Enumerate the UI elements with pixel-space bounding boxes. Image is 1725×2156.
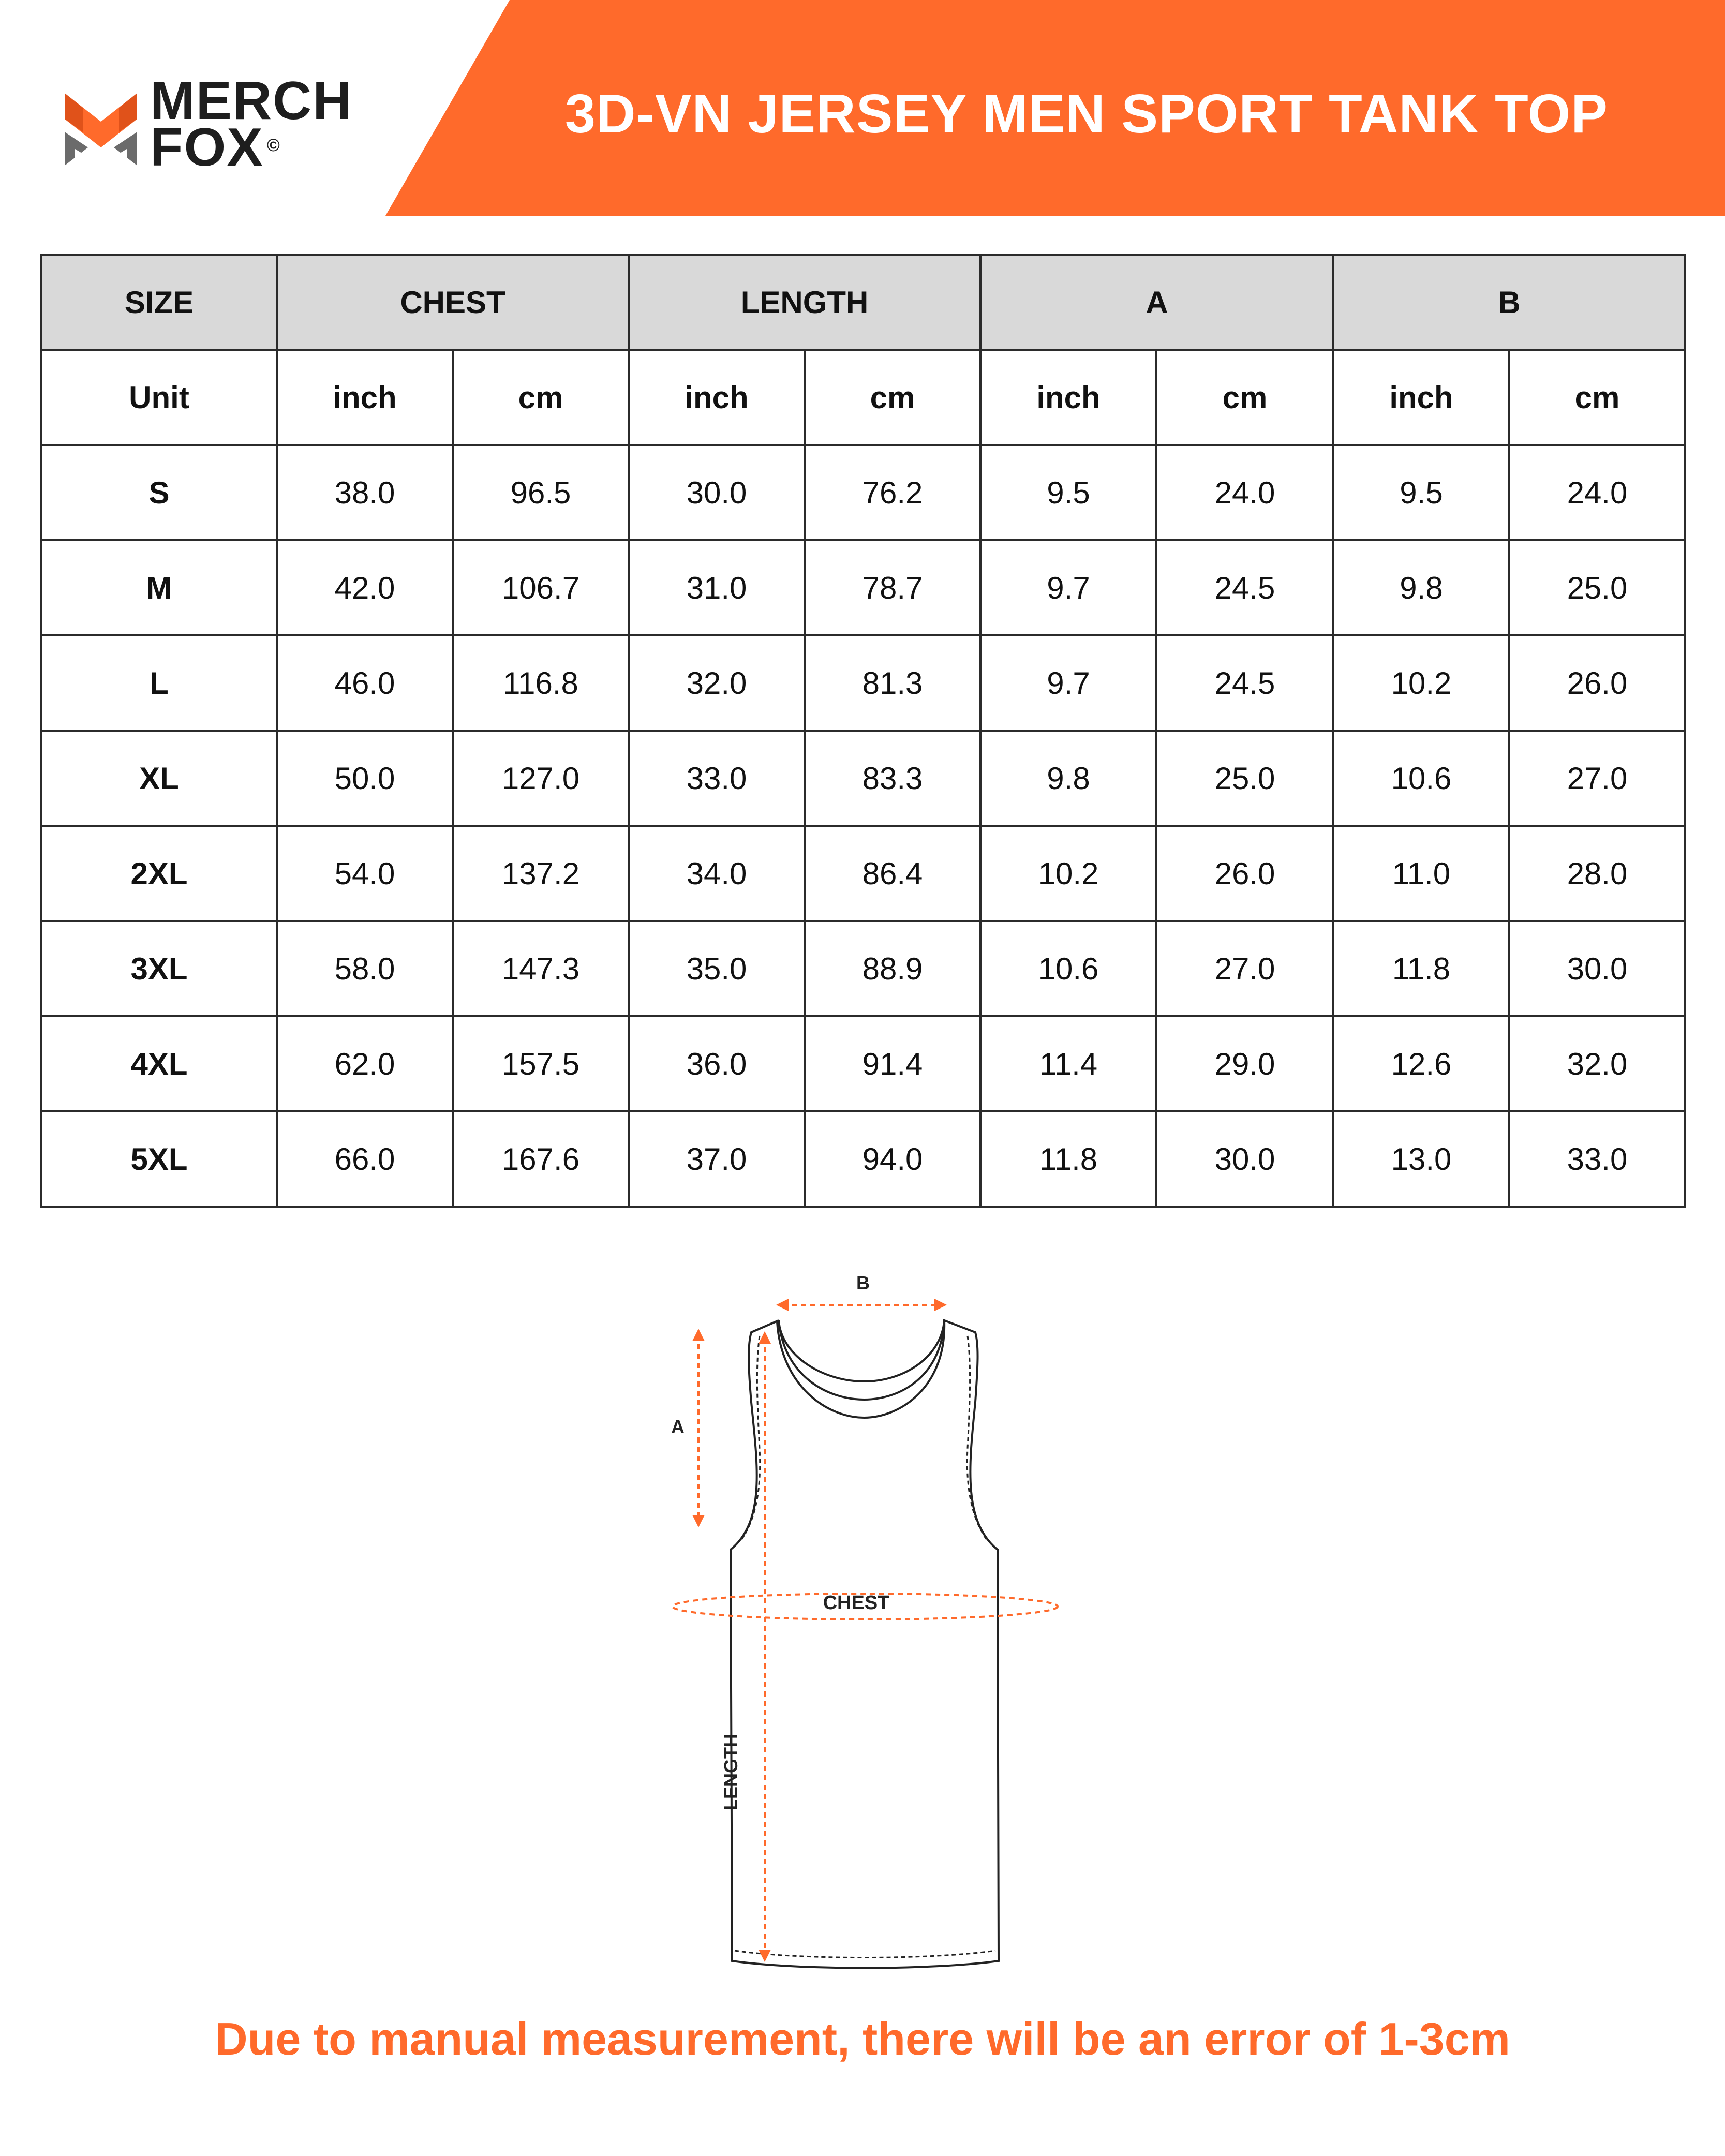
table-row bbox=[41, 826, 1685, 921]
table-cell: 9.5 bbox=[980, 445, 1156, 540]
table-cell: 94.0 bbox=[805, 1111, 980, 1207]
table-cell: 58.0 bbox=[277, 921, 453, 1016]
table-cell: 9.7 bbox=[980, 540, 1156, 635]
table-cell: 46.0 bbox=[277, 635, 453, 731]
table-row bbox=[41, 1111, 1685, 1207]
table-cell: 30.0 bbox=[629, 445, 805, 540]
header-length: LENGTH bbox=[629, 255, 980, 350]
table-cell: 24.5 bbox=[1156, 635, 1333, 731]
table-header-row bbox=[41, 255, 1685, 350]
table-cell: 11.0 bbox=[1333, 826, 1509, 921]
table-cell: 30.0 bbox=[1509, 921, 1685, 1016]
table-cell: 81.3 bbox=[805, 635, 980, 731]
table-cell: 32.0 bbox=[1509, 1016, 1685, 1111]
table-row bbox=[41, 731, 1685, 826]
table-cell: 62.0 bbox=[277, 1016, 453, 1111]
table-cell: 50.0 bbox=[277, 731, 453, 826]
unit-cell: cm bbox=[1509, 350, 1685, 445]
table-cell: 96.5 bbox=[453, 445, 629, 540]
table-cell: 30.0 bbox=[1156, 1111, 1333, 1207]
table-unit-row bbox=[41, 350, 1685, 445]
size-label: 4XL bbox=[41, 1016, 277, 1111]
table-row bbox=[41, 540, 1685, 635]
table-cell: 10.6 bbox=[1333, 731, 1509, 826]
table-cell: 11.8 bbox=[980, 1111, 1156, 1207]
size-label: S bbox=[41, 445, 277, 540]
table-cell: 9.8 bbox=[1333, 540, 1509, 635]
table-cell: 29.0 bbox=[1156, 1016, 1333, 1111]
table-cell: 38.0 bbox=[277, 445, 453, 540]
table-cell: 25.0 bbox=[1156, 731, 1333, 826]
table-row bbox=[41, 1016, 1685, 1111]
unit-cell: inch bbox=[629, 350, 805, 445]
size-label: 2XL bbox=[41, 826, 277, 921]
table-cell: 36.0 bbox=[629, 1016, 805, 1111]
unit-cell: inch bbox=[277, 350, 453, 445]
table-cell: 116.8 bbox=[453, 635, 629, 731]
table-cell: 26.0 bbox=[1156, 826, 1333, 921]
label-b: B bbox=[856, 1272, 870, 1293]
size-label: 3XL bbox=[41, 921, 277, 1016]
table-cell: 83.3 bbox=[805, 731, 980, 826]
table-cell: 11.8 bbox=[1333, 921, 1509, 1016]
table-cell: 10.6 bbox=[980, 921, 1156, 1016]
table-cell: 10.2 bbox=[980, 826, 1156, 921]
table-cell: 34.0 bbox=[629, 826, 805, 921]
table-cell: 24.5 bbox=[1156, 540, 1333, 635]
table-cell: 26.0 bbox=[1509, 635, 1685, 731]
table-cell: 78.7 bbox=[805, 540, 980, 635]
size-chart bbox=[40, 254, 1684, 1208]
size-label: 5XL bbox=[41, 1111, 277, 1207]
table-cell: 24.0 bbox=[1156, 445, 1333, 540]
size-label: L bbox=[41, 635, 277, 731]
table-cell: 54.0 bbox=[277, 826, 453, 921]
table-cell: 147.3 bbox=[453, 921, 629, 1016]
table-cell: 9.7 bbox=[980, 635, 1156, 731]
header-a: A bbox=[980, 255, 1333, 350]
table-cell: 167.6 bbox=[453, 1111, 629, 1207]
table-cell: 86.4 bbox=[805, 826, 980, 921]
table-cell: 33.0 bbox=[1509, 1111, 1685, 1207]
size-label: M bbox=[41, 540, 277, 635]
table-cell: 9.8 bbox=[980, 731, 1156, 826]
table-cell: 33.0 bbox=[629, 731, 805, 826]
table-cell: 88.9 bbox=[805, 921, 980, 1016]
table-row bbox=[41, 445, 1685, 540]
table-cell: 10.2 bbox=[1333, 635, 1509, 731]
table-cell: 106.7 bbox=[453, 540, 629, 635]
brand-logo bbox=[65, 71, 375, 181]
table-cell: 42.0 bbox=[277, 540, 453, 635]
table-row bbox=[41, 635, 1685, 731]
tank-top-illustration bbox=[642, 1262, 1087, 1987]
table-cell: 11.4 bbox=[980, 1016, 1156, 1111]
page-title: 3D-VN JERSEY MEN SPORT TANK TOP bbox=[565, 83, 1608, 144]
table-cell: 76.2 bbox=[805, 445, 980, 540]
fox-logo-icon bbox=[65, 83, 137, 176]
unit-cell: cm bbox=[1156, 350, 1333, 445]
brand-wordmark bbox=[150, 71, 353, 177]
table-cell: 13.0 bbox=[1333, 1111, 1509, 1207]
tank-top-outline bbox=[731, 1320, 999, 1968]
size-label: XL bbox=[41, 731, 277, 826]
brand-line1: MERCH bbox=[150, 71, 353, 131]
table-cell: 9.5 bbox=[1333, 445, 1509, 540]
table-cell: 35.0 bbox=[629, 921, 805, 1016]
measurement-note: Due to manual measurement, there will be an error of 1-3cm bbox=[215, 2013, 1510, 2064]
table-cell: 37.0 bbox=[629, 1111, 805, 1207]
table-cell: 25.0 bbox=[1509, 540, 1685, 635]
table-cell: 31.0 bbox=[629, 540, 805, 635]
unit-cell: cm bbox=[453, 350, 629, 445]
brand-line2: FOX bbox=[150, 117, 264, 177]
brand-mark: © bbox=[266, 136, 281, 155]
table-cell: 66.0 bbox=[277, 1111, 453, 1207]
size-table bbox=[40, 254, 1686, 1208]
tank-top-diagram bbox=[642, 1262, 1087, 1987]
table-row bbox=[41, 921, 1685, 1016]
table-cell: 27.0 bbox=[1509, 731, 1685, 826]
unit-cell: cm bbox=[805, 350, 980, 445]
header-size: SIZE bbox=[41, 255, 277, 350]
table-cell: 137.2 bbox=[453, 826, 629, 921]
label-length: LENGTH bbox=[720, 1734, 741, 1810]
table-cell: 24.0 bbox=[1509, 445, 1685, 540]
table-cell: 27.0 bbox=[1156, 921, 1333, 1016]
table-cell: 157.5 bbox=[453, 1016, 629, 1111]
unit-cell: inch bbox=[980, 350, 1156, 445]
table-cell: 12.6 bbox=[1333, 1016, 1509, 1111]
table-cell: 91.4 bbox=[805, 1016, 980, 1111]
label-a: A bbox=[671, 1416, 685, 1437]
label-chest: CHEST bbox=[823, 1592, 890, 1614]
unit-cell: inch bbox=[1333, 350, 1509, 445]
table-cell: 32.0 bbox=[629, 635, 805, 731]
header-b: B bbox=[1333, 255, 1685, 350]
table-cell: 127.0 bbox=[453, 731, 629, 826]
unit-label: Unit bbox=[41, 350, 277, 445]
table-cell: 28.0 bbox=[1509, 826, 1685, 921]
header-chest: CHEST bbox=[277, 255, 629, 350]
